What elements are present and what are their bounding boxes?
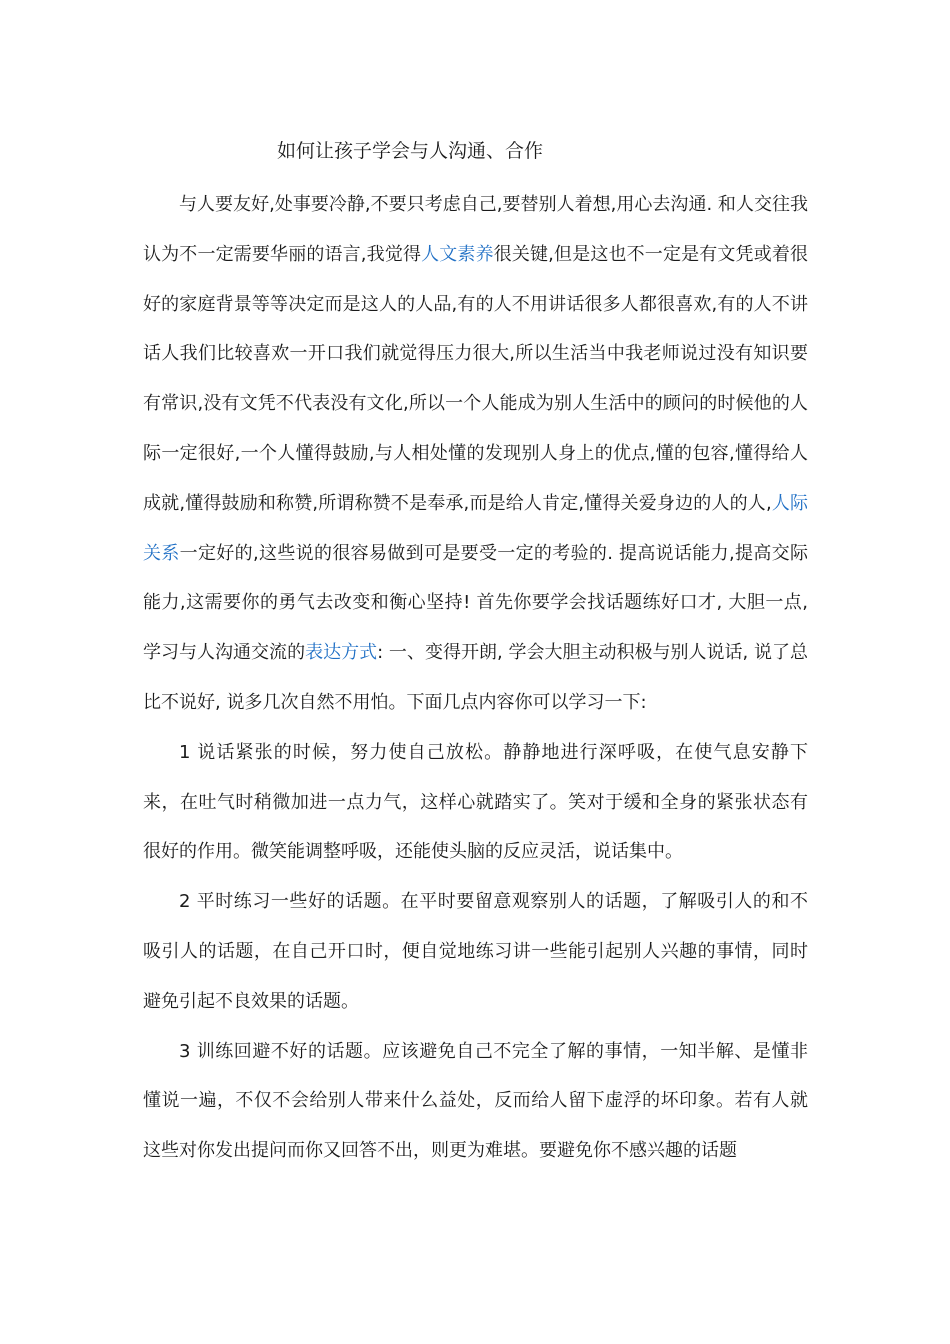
paragraph-intro-text-2: 很关键,但是这也不一定是有文凭或着很好的家庭背景等等决定而是这人的人品,有的人不用讲话很多人都很喜欢,有的人不讲话人我们比较喜欢一开口我们就觉得压力很大,所以生活当中我老师说过没有知识要有常识,没有文凭不代表没有文化,所以一个人能成为别人生活中的顾问的时候他的人际一定很好,一个人懂得鼓励,与人相处懂的发现别人身上的优点,懂的包容,懂得给人成就,懂得鼓励和称赞,所谓称赞不是奉承,而是给人肯定,懂得关爱身边的人的人,: [143, 243, 808, 514]
paragraph-tip-3: 3 训练回避不好的话题。应该避免自己不完全了解的事情，一知半解、是懂非懂说一遍，不仅不会给别人带来什么益处，反而给人留下虚浮的坏印象。若有人就这些对你发出提问而你又回答不出，则更为难堪。要避免你不感兴趣的话题: [143, 1040, 808, 1162]
document-body: [143, 180, 808, 1176]
link-renwen-suyang[interactable]: 人文素养: [421, 243, 494, 265]
link-renji-guanxi[interactable]: 人际关系: [143, 492, 808, 564]
paragraph-intro: [143, 180, 808, 728]
paragraph-tip-1: 1 说话紧张的时候，努力使自己放松。静静地进行深呼吸，在使气息安静下来，在吐气时稍微加进一点力气，这样心就踏实了。笑对于缓和全身的紧张状态有很好的作用。微笑能调整呼吸，还能使头脑的反应灵活，说话集中。: [143, 741, 808, 863]
paragraph-intro-text-3: 一定好的,这些说的很容易做到可是要受一定的考验的. 提高说话能力,提高交际能力,这需要你的勇气去改变和衡心坚持! 首先你要学会找话题练好口才, 大胆一点, 学习与人沟通交流的: [143, 542, 808, 664]
paragraph-intro-text-4: : 一、变得开朗, 学会大胆主动积极与别人说话, 说了总比不说好, 说多几次自然不用怕。下面几点内容你可以学习一下:: [143, 642, 809, 713]
paragraph-intro-text-1: 与人要友好,处事要冷静,不要只考虑自己,要替别人着想,用心去沟通. 和人交往我认为不一定需要华丽的语言,我觉得: [143, 194, 808, 265]
paragraph-tip-2: 2 平时练习一些好的话题。在平时要留意观察别人的话题，了解吸引人的和不吸引人的话题，在自己开口时，便自觉地练习讲一些能引起别人兴趣的事情，同时避免引起不良效果的话题。: [143, 891, 808, 1012]
document-title: 如何让孩子学会与人沟通、合作: [277, 140, 544, 162]
link-biaoda-fangshi[interactable]: 表达方式: [305, 642, 378, 664]
